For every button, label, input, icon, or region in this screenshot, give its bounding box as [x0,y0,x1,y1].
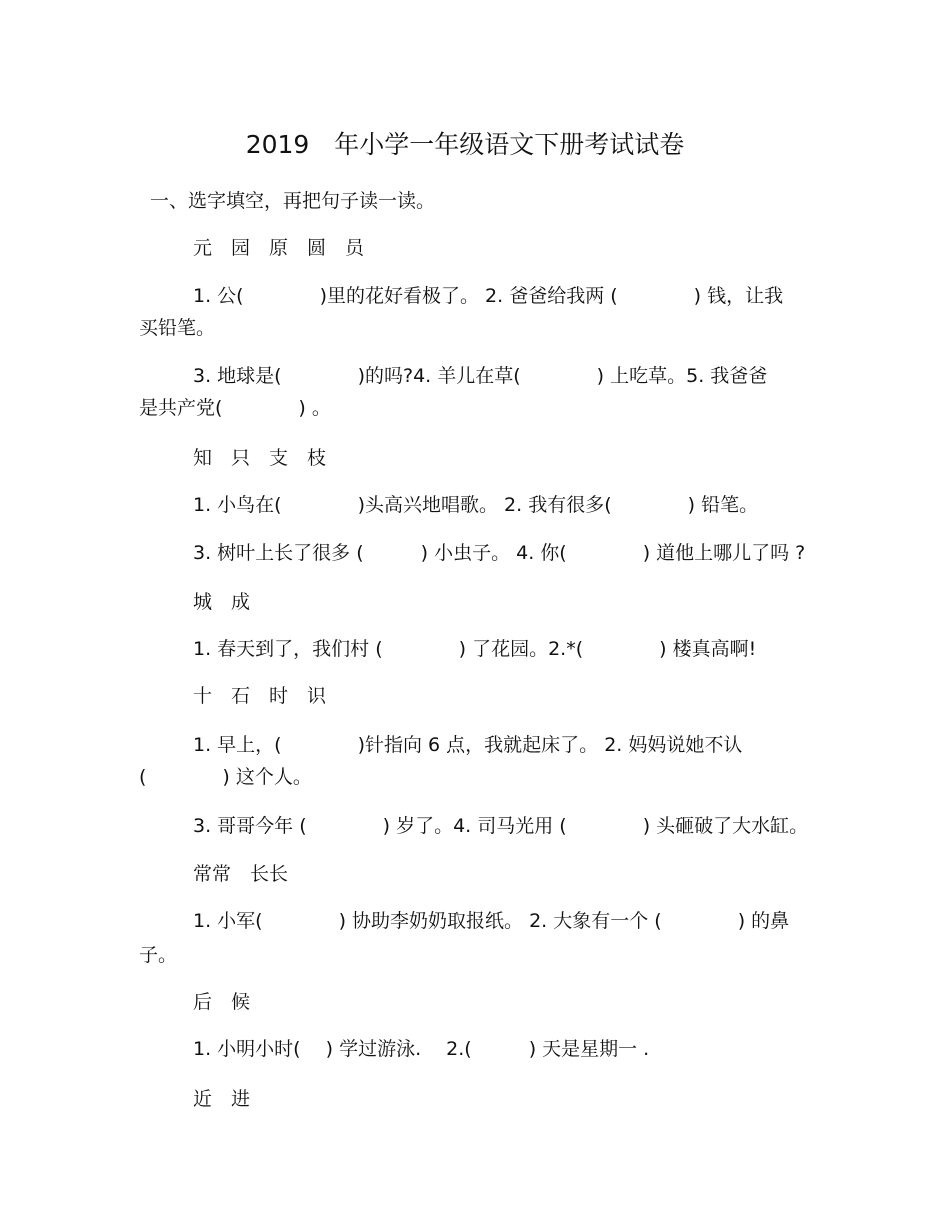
page-title: 2019 年小学一年级语文下册考试试卷 [245,130,685,159]
char-group-6: 后 候 [193,991,251,1013]
char-group-3: 城 成 [193,591,251,613]
section-heading: 一、选字填空，再把句子读一读。 [150,190,436,212]
char-group-1: 元 园 原 圆 员 [193,237,365,259]
sentence-line: 1. 春天到了，我们村 ( ) 了花园。2.*( ) 楼真高啊! [193,638,757,660]
char-group-2: 知 只 支 枝 [193,447,327,469]
char-group-5: 常常 长长 [193,863,289,885]
sentence-line: 买铅笔。 [139,317,216,339]
sentence-line: 1. 小明小时( ) 学过游泳. 2.( ) 天是星期一 . [193,1038,650,1060]
sentence-line: 1. 小鸟在( )头高兴地唱歌。 2. 我有很多( ) 铅笔。 [193,494,759,516]
sentence-line: 3. 哥哥今年 ( ) 岁了。4. 司马光用 ( ) 头砸破了大水缸。 [193,815,809,837]
sentence-line: 1. 公( )里的花好看极了。 2. 爸爸给我两 ( ) 钱，让我 [193,285,784,307]
char-group-4: 十 石 时 识 [193,685,327,707]
sentence-line: 3. 树叶上长了很多 ( ) 小虫子。 4. 你( ) 道他上哪儿了吗 ? [193,542,806,564]
sentence-line: 1. 小军( ) 协助李奶奶取报纸。 2. 大象有一个 ( ) 的鼻 [193,910,790,932]
sentence-line: ( ) 这个人。 [139,766,312,788]
sentence-line: 子。 [139,944,178,966]
char-group-7: 近 进 [193,1088,251,1110]
sentence-line: 1. 早上，( )针指向 6 点，我就起床了。 2. 妈妈说她不认 [193,734,743,756]
sentence-line: 是共产党( ) 。 [139,397,331,419]
sentence-line: 3. 地球是( )的吗?4. 羊儿在草( ) 上吃草。5. 我爸爸 [193,365,768,387]
